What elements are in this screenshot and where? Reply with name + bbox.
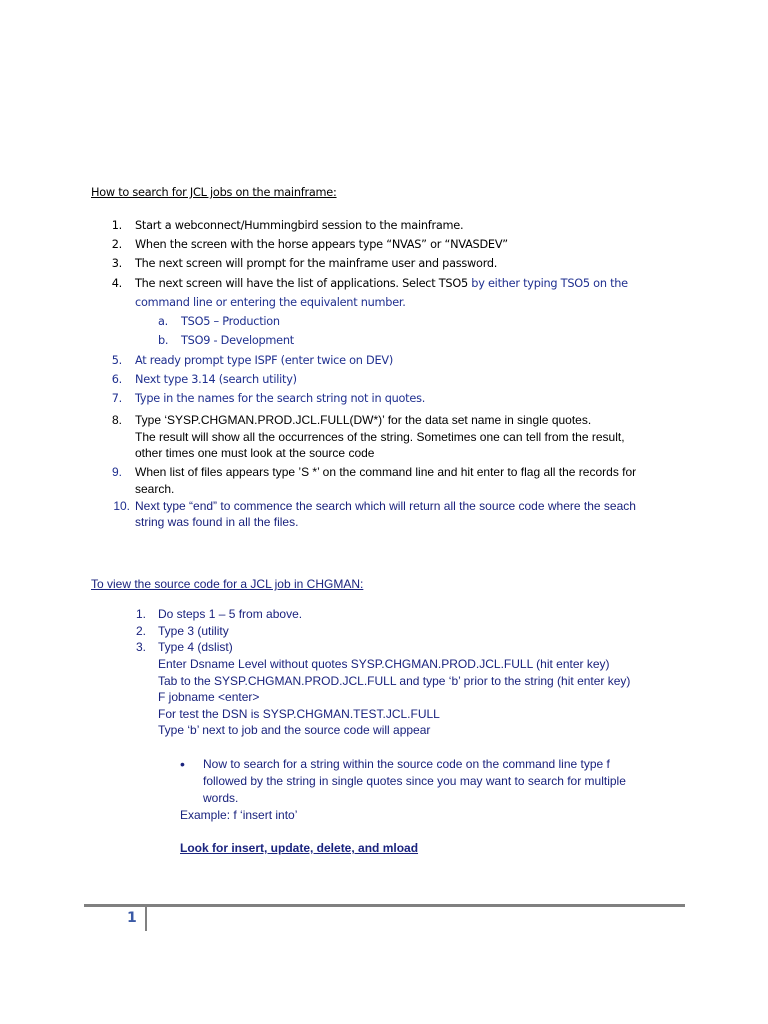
step-number: 5. xyxy=(111,354,122,367)
section-heading-search-jcl: How to search for JCL jobs on the mainframe: xyxy=(91,186,337,199)
step-number: 1. xyxy=(111,219,122,232)
step-text xyxy=(135,277,628,290)
step-detail-line: F jobname <enter> xyxy=(158,690,260,704)
page-number: 1 xyxy=(127,910,137,926)
step-number: 8. xyxy=(111,413,122,427)
step-text: Type 4 (dslist) xyxy=(158,640,233,654)
step-text: Start a webconnect/Hummingbird session to the mainframe. xyxy=(135,219,464,232)
step-number: 2. xyxy=(135,624,146,638)
substep-label: a. xyxy=(158,315,169,328)
step-text: The next screen will prompt for the mainframe user and password. xyxy=(135,257,498,270)
step-text-continuation: string was found in all the files. xyxy=(135,515,299,529)
step-text: When list of files appears type ’S *’ on the command line and hit enter to flag all the records for xyxy=(135,465,637,479)
bullet-icon: • xyxy=(180,756,185,772)
step-text: Next type “end” to commence the search which will return all the source code where the seach xyxy=(135,499,636,513)
bullet-text: followed by the string in single quotes since you may want to search for multiple xyxy=(203,774,626,788)
substep-text: TSO9 - Development xyxy=(181,334,294,347)
substep-text: TSO5 – Production xyxy=(181,315,280,328)
step-detail-line: Tab to the SYSP.CHGMAN.PROD.JCL.FULL and type ‘b’ prior to the string (hit enter key) xyxy=(158,674,631,688)
footer-divider xyxy=(145,907,147,931)
footer-rule xyxy=(84,904,685,907)
step-text-continuation: other times one must look at the source code xyxy=(135,446,375,460)
step-text-continuation: The result will show all the occurrences of the string. Sometimes one can tell from the result, xyxy=(135,430,625,444)
step-number: 3. xyxy=(111,257,122,270)
step-number: 10. xyxy=(113,499,130,513)
step-detail-line: For test the DSN is SYSP.CHGMAN.TEST.JCL.FULL xyxy=(158,707,440,721)
step-detail-line: Type ‘b’ next to job and the source code will appear xyxy=(158,723,431,737)
step-text-part: by either typing TSO5 on the xyxy=(467,277,628,290)
step-text: Type ‘SYSP.CHGMAN.PROD.JCL.FULL(DW*)’ for the data set name in single quotes. xyxy=(135,413,592,427)
step-text: Type in the names for the search string not in quotes. xyxy=(135,392,426,405)
step-number: 2. xyxy=(111,238,122,251)
step-number: 3. xyxy=(135,640,146,654)
step-number: 9. xyxy=(111,465,122,479)
step-text: At ready prompt type ISPF (enter twice on DEV) xyxy=(135,354,393,367)
step-text-continuation: search. xyxy=(135,482,175,496)
bullet-text: words. xyxy=(203,791,239,805)
step-number: 1. xyxy=(135,607,146,621)
step-number: 6. xyxy=(111,373,122,386)
step-text-continuation: command line or entering the equivalent number. xyxy=(135,296,406,309)
step-number: 7. xyxy=(111,392,122,405)
step-text: Next type 3.14 (search utility) xyxy=(135,373,297,386)
bullet-text: Now to search for a string within the source code on the command line type f xyxy=(203,757,610,771)
step-number: 4. xyxy=(111,277,122,290)
substep-label: b. xyxy=(158,334,169,347)
step-text-part: The next screen will have the list of applications. Select TSO5 xyxy=(135,277,468,290)
step-text: Do steps 1 – 5 from above. xyxy=(158,607,303,621)
step-text: When the screen with the horse appears type “NVAS” or “NVASDEV” xyxy=(135,238,508,251)
emphasis-text: Look for insert, update, delete, and mload xyxy=(180,841,419,855)
example-text: Example: f ‘insert into’ xyxy=(180,808,298,822)
step-text: Type 3 (utility xyxy=(158,624,229,638)
section-heading-view-source: To view the source code for a JCL job in CHGMAN: xyxy=(91,577,364,591)
step-detail-line: Enter Dsname Level without quotes SYSP.CHGMAN.PROD.JCL.FULL (hit enter key) xyxy=(158,657,610,671)
